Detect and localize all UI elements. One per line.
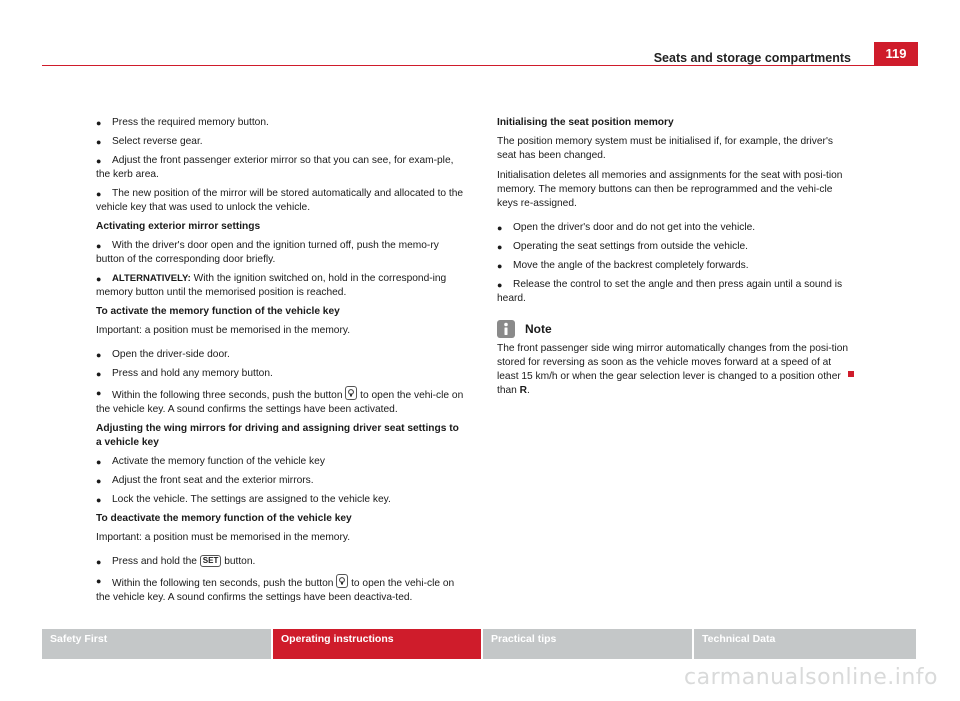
alternatively-label: ALTERNATIVELY:	[112, 273, 191, 284]
paragraph: Initialisation deletes all memories and assignments for the seat with posi-tion memory. The memory buttons can then be reprogrammed and the vehi-cle keys re-assigned.	[497, 170, 843, 209]
list-item: ● Select reverse gear.	[96, 136, 203, 147]
list-item: ● Press and hold any memory button.	[96, 368, 273, 379]
list-item: ● Press and hold the SET button.	[96, 556, 256, 567]
unlock-key-icon	[336, 574, 348, 588]
bullet-icon: ●	[497, 280, 503, 290]
bullet-icon: ●	[96, 137, 102, 147]
list-item: ● With the driver's door open and the ignition turned off, push the memo-ry button of the corresponding door briefly.	[96, 240, 439, 265]
list-item: ● ALTERNATIVELY: With the ignition switched on, hold in the correspond-ing memory button until the memorised position is reached.	[96, 273, 447, 298]
list-item: ● Adjust the front seat and the exterior mirrors.	[96, 475, 314, 486]
bullet-icon: ●	[96, 118, 102, 128]
left-column	[96, 116, 466, 610]
bullet-icon: ●	[96, 189, 102, 199]
section-title: Seats and storage compartments	[653, 51, 851, 65]
list-item: ● Press the required memory button.	[96, 117, 269, 128]
bullet-icon: ●	[96, 457, 102, 467]
list-item: ● Open the driver-side door.	[96, 349, 230, 360]
section-heading: To activate the memory function of the vehicle key	[96, 306, 340, 317]
tab-safety-first[interactable]: Safety First	[42, 629, 271, 659]
tab-operating-instructions[interactable]: Operating instructions	[273, 629, 481, 659]
list-item: ● Adjust the front passenger exterior mirror so that you can see, for exam-ple, the kerb area.	[96, 155, 454, 180]
bullet-icon: ●	[497, 242, 503, 252]
tab-technical-data[interactable]: Technical Data	[694, 629, 916, 659]
set-button-glyph: SET	[200, 555, 222, 567]
note-header	[497, 320, 853, 338]
bullet-icon: ●	[96, 576, 102, 586]
watermark: carmanualsonline.info	[684, 665, 938, 690]
info-icon	[497, 320, 515, 338]
page-number: 119	[874, 42, 918, 66]
list-item: ● Within the following ten seconds, push the button to open the vehi-cle on the vehicle key. A sound confirms the settings have been deactiva-ted.	[96, 576, 455, 603]
section-heading: To deactivate the memory function of the vehicle key	[96, 513, 352, 524]
footer-nav	[42, 629, 918, 659]
list-item: ● Lock the vehicle. The settings are assigned to the vehicle key.	[96, 494, 391, 505]
unlock-key-icon	[345, 386, 357, 400]
note-label: Note	[525, 322, 552, 336]
bullet-icon: ●	[96, 476, 102, 486]
paragraph: The position memory system must be initialised if, for example, the driver's seat has been changed.	[497, 136, 833, 161]
list-item: ● Activate the memory function of the vehicle key	[96, 456, 325, 467]
list-item: ● Operating the seat settings from outside the vehicle.	[497, 241, 749, 252]
bullet-icon: ●	[96, 156, 102, 166]
section-heading: Activating exterior mirror settings	[96, 221, 261, 232]
bullet-icon: ●	[497, 261, 503, 271]
tab-practical-tips[interactable]: Practical tips	[483, 629, 692, 659]
bullet-icon: ●	[96, 495, 102, 505]
bullet-icon: ●	[96, 274, 102, 284]
list-item: ● The new position of the mirror will be stored automatically and allocated to the vehicle key that was used to unlock the vehicle.	[96, 188, 464, 213]
bullet-icon: ●	[497, 223, 503, 233]
header-rule	[42, 65, 918, 66]
right-column	[497, 116, 853, 404]
section-heading: Initialising the seat position memory	[497, 117, 674, 128]
list-item: ● Move the angle of the backrest completely forwards.	[497, 260, 749, 271]
list-item: ● Release the control to set the angle and then press again until a sound is heard.	[497, 279, 843, 304]
section-heading: Adjusting the wing mirrors for driving and assigning driver seat settings to a vehicle key	[96, 423, 459, 448]
list-item: ● Open the driver's door and do not get into the vehicle.	[497, 222, 756, 233]
bullet-icon: ●	[96, 557, 102, 567]
section-end-marker	[848, 371, 854, 377]
bullet-icon: ●	[96, 241, 102, 251]
list-item: ● Within the following three seconds, push the button to open the vehi-cle on the vehicle key. A sound confirms the settings have been activated.	[96, 388, 464, 415]
note-text: The front passenger side wing mirror automatically changes from the posi-tion stored for reversing as soon as the vehicle moves forward at a speed of at least 15 km/h or when the gear selection lever is changed to a position other than R.	[497, 343, 849, 396]
paragraph: Important: a position must be memorised in the memory.	[96, 325, 351, 336]
paragraph: Important: a position must be memorised in the memory.	[96, 532, 351, 543]
bullet-icon: ●	[96, 369, 102, 379]
bullet-icon: ●	[96, 350, 102, 360]
bullet-icon: ●	[96, 388, 102, 398]
